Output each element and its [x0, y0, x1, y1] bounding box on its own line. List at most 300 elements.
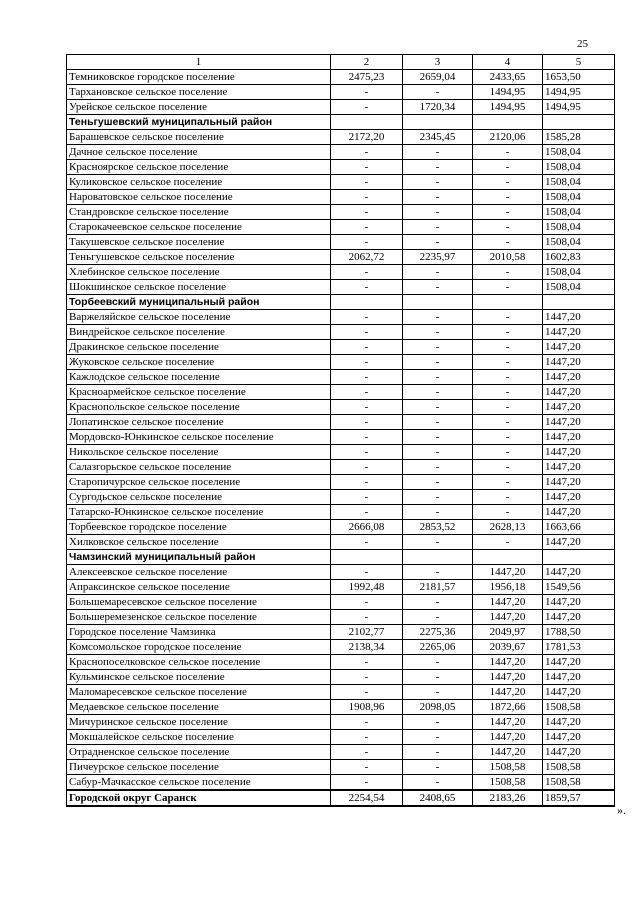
table-row: [67, 670, 615, 685]
value-cell: -: [331, 730, 403, 745]
value-cell: -: [403, 715, 473, 730]
value-cell: 2120,06: [473, 130, 543, 145]
total-name: Городской округ Саранск: [67, 790, 331, 806]
table-row: [67, 430, 615, 445]
value-cell: 1447,20: [543, 460, 615, 475]
total-row: [67, 790, 615, 806]
table-row: [67, 625, 615, 640]
settlement-name: Лопатинское сельское поселение: [67, 415, 331, 430]
value-cell: -: [331, 415, 403, 430]
value-cell: -: [473, 355, 543, 370]
value-cell: -: [473, 280, 543, 295]
value-cell: -: [473, 220, 543, 235]
value-cell: -: [403, 670, 473, 685]
settlement-name: Медаевское сельское поселение: [67, 700, 331, 715]
settlement-name: Маломаресевское сельское поселение: [67, 685, 331, 700]
settlement-name: Хилковское сельское поселение: [67, 535, 331, 550]
value-cell: -: [331, 565, 403, 580]
column-header: 5: [543, 55, 615, 70]
value-cell: 1508,04: [543, 220, 615, 235]
value-cell: -: [403, 490, 473, 505]
value-cell: 1447,20: [543, 385, 615, 400]
value-cell: -: [331, 445, 403, 460]
value-cell: -: [331, 610, 403, 625]
value-cell: -: [331, 265, 403, 280]
table-row: [67, 235, 615, 250]
value-cell: -: [473, 325, 543, 340]
value-cell: 1508,04: [543, 175, 615, 190]
value-cell: 1494,95: [473, 100, 543, 115]
table-row: [67, 400, 615, 415]
value-cell: -: [331, 385, 403, 400]
value-cell: 1508,04: [543, 280, 615, 295]
value-cell: 1508,04: [543, 235, 615, 250]
value-cell: 1447,20: [543, 565, 615, 580]
value-cell: 1494,95: [473, 85, 543, 100]
table-row: [67, 280, 615, 295]
settlement-name: Краснопоселковское сельское поселение: [67, 655, 331, 670]
table-row: [67, 775, 615, 791]
value-cell: -: [403, 265, 473, 280]
value-cell: 2098,05: [403, 700, 473, 715]
value-cell: 1447,20: [473, 595, 543, 610]
value-cell: 1447,20: [543, 475, 615, 490]
value-cell: -: [403, 775, 473, 791]
value-cell: -: [331, 490, 403, 505]
value-cell: -: [331, 355, 403, 370]
value-cell: 1585,28: [543, 130, 615, 145]
value-cell: -: [473, 385, 543, 400]
value-cell: 1788,50: [543, 625, 615, 640]
settlement-name: Теньгушевское сельское поселение: [67, 250, 331, 265]
value-cell: -: [403, 430, 473, 445]
table-row: [67, 325, 615, 340]
settlement-name: Большемаресевское сельское поселение: [67, 595, 331, 610]
value-cell: 2475,23: [331, 70, 403, 85]
value-cell: -: [403, 310, 473, 325]
value-cell: -: [403, 175, 473, 190]
value-cell: 1447,20: [543, 745, 615, 760]
value-cell: 1720,34: [403, 100, 473, 115]
value-cell: -: [473, 370, 543, 385]
empty-cell: [403, 115, 473, 130]
value-cell: 1508,58: [543, 775, 615, 791]
table-row: [67, 265, 615, 280]
value-cell: 1549,56: [543, 580, 615, 595]
value-cell: 2265,06: [403, 640, 473, 655]
value-cell: -: [403, 145, 473, 160]
value-cell: -: [403, 565, 473, 580]
value-cell: 2138,34: [331, 640, 403, 655]
table-row: [67, 595, 615, 610]
settlement-name: Городское поселение Чамзинка: [67, 625, 331, 640]
value-cell: -: [473, 190, 543, 205]
value-cell: 1447,20: [473, 655, 543, 670]
settlement-name: Никольское сельское поселение: [67, 445, 331, 460]
settlement-name: Мичуринское сельское поселение: [67, 715, 331, 730]
value-cell: -: [403, 400, 473, 415]
value-cell: -: [403, 595, 473, 610]
value-cell: -: [473, 340, 543, 355]
table-row: [67, 85, 615, 100]
settlement-name: Стандровское сельское поселение: [67, 205, 331, 220]
settlement-name: Варжеляйское сельское поселение: [67, 310, 331, 325]
table-row: [67, 580, 615, 595]
table-row: [67, 160, 615, 175]
value-cell: -: [473, 505, 543, 520]
value-cell: -: [473, 235, 543, 250]
column-header: 1: [67, 55, 331, 70]
value-cell: 2275,36: [403, 625, 473, 640]
value-cell: 1872,66: [473, 700, 543, 715]
empty-cell: [403, 550, 473, 565]
table-row: [67, 700, 615, 715]
value-cell: 1956,18: [473, 580, 543, 595]
value-cell: -: [403, 445, 473, 460]
value-cell: -: [331, 145, 403, 160]
settlement-name: Темниковское городское поселение: [67, 70, 331, 85]
value-cell: 1447,20: [543, 730, 615, 745]
district-name: Чамзинский муниципальный район: [67, 550, 331, 565]
table-row: [67, 745, 615, 760]
empty-cell: [543, 295, 615, 310]
value-cell: -: [331, 655, 403, 670]
settlement-name: Мордовско-Юнкинское сельское поселение: [67, 430, 331, 445]
value-cell: 2181,57: [403, 580, 473, 595]
value-cell: -: [403, 415, 473, 430]
empty-cell: [543, 550, 615, 565]
table-row: [67, 70, 615, 85]
value-cell: -: [331, 160, 403, 175]
page-number: 25: [577, 38, 588, 50]
value-cell: 1508,58: [473, 775, 543, 791]
settlement-name: Дракинское сельское поселение: [67, 340, 331, 355]
table-row: [67, 715, 615, 730]
value-cell: 1447,20: [473, 685, 543, 700]
value-cell: 1447,20: [543, 595, 615, 610]
settlement-name: Кажлодское сельское поселение: [67, 370, 331, 385]
settlement-name: Такушевское сельское поселение: [67, 235, 331, 250]
value-cell: 1992,48: [331, 580, 403, 595]
value-cell: -: [331, 775, 403, 791]
value-cell: -: [403, 280, 473, 295]
settlement-name: Кульминское сельское поселение: [67, 670, 331, 685]
value-cell: 1447,20: [473, 670, 543, 685]
value-cell: 2235,97: [403, 250, 473, 265]
value-cell: 2183,26: [473, 790, 543, 806]
value-cell: -: [331, 370, 403, 385]
value-cell: -: [403, 685, 473, 700]
settlement-name: Апраксинское сельское поселение: [67, 580, 331, 595]
column-header: 4: [473, 55, 543, 70]
value-cell: 1602,83: [543, 250, 615, 265]
value-cell: -: [331, 325, 403, 340]
table-row: [67, 415, 615, 430]
value-cell: -: [331, 670, 403, 685]
value-cell: 1447,20: [473, 610, 543, 625]
table-row: [67, 505, 615, 520]
value-cell: -: [403, 370, 473, 385]
value-cell: -: [473, 415, 543, 430]
table-row: [67, 100, 615, 115]
settlement-name: Жуковское сельское поселение: [67, 355, 331, 370]
table-row: [67, 250, 615, 265]
table-row: [67, 760, 615, 775]
table-row: [67, 685, 615, 700]
empty-cell: [331, 550, 403, 565]
value-cell: 1447,20: [543, 715, 615, 730]
value-cell: -: [331, 685, 403, 700]
value-cell: 1508,58: [473, 760, 543, 775]
value-cell: -: [403, 160, 473, 175]
settlement-name: Шокшинское сельское поселение: [67, 280, 331, 295]
empty-cell: [403, 295, 473, 310]
empty-cell: [543, 115, 615, 130]
value-cell: -: [331, 85, 403, 100]
table-row: [67, 490, 615, 505]
table-row: [67, 145, 615, 160]
value-cell: -: [473, 535, 543, 550]
value-cell: 2853,52: [403, 520, 473, 535]
settlement-name: Сургодьское сельское поселение: [67, 490, 331, 505]
value-cell: -: [403, 610, 473, 625]
settlement-name: Старопичурское сельское поселение: [67, 475, 331, 490]
table-row: [67, 535, 615, 550]
value-cell: 2408,65: [403, 790, 473, 806]
settlement-name: Мокшалейское сельское поселение: [67, 730, 331, 745]
table-row: [67, 610, 615, 625]
value-cell: -: [473, 445, 543, 460]
table-row: [67, 475, 615, 490]
value-cell: -: [331, 310, 403, 325]
value-cell: -: [331, 715, 403, 730]
section-row: [67, 295, 615, 310]
value-cell: 1447,20: [473, 715, 543, 730]
value-cell: -: [331, 340, 403, 355]
value-cell: -: [331, 760, 403, 775]
value-cell: 1908,96: [331, 700, 403, 715]
value-cell: -: [331, 745, 403, 760]
settlement-name: Алексеевское сельское поселение: [67, 565, 331, 580]
settlement-name: Пичеурское сельское поселение: [67, 760, 331, 775]
value-cell: 1447,20: [543, 415, 615, 430]
empty-cell: [331, 295, 403, 310]
table-row: [67, 520, 615, 535]
value-cell: 1494,95: [543, 100, 615, 115]
settlement-name: Тархановское сельское поселение: [67, 85, 331, 100]
settlement-name: Куликовское сельское поселение: [67, 175, 331, 190]
value-cell: 2628,13: [473, 520, 543, 535]
value-cell: 2010,58: [473, 250, 543, 265]
tariff-table: [66, 54, 615, 807]
table-row: [67, 175, 615, 190]
value-cell: 1447,20: [543, 310, 615, 325]
settlement-name: Старокачеевское сельское поселение: [67, 220, 331, 235]
table-body: [67, 70, 615, 807]
value-cell: 1508,04: [543, 190, 615, 205]
value-cell: -: [473, 460, 543, 475]
empty-cell: [473, 550, 543, 565]
value-cell: 1859,57: [543, 790, 615, 806]
value-cell: -: [403, 355, 473, 370]
value-cell: 2102,77: [331, 625, 403, 640]
table-row: [67, 640, 615, 655]
value-cell: -: [403, 535, 473, 550]
value-cell: -: [473, 145, 543, 160]
value-cell: -: [331, 220, 403, 235]
section-row: [67, 550, 615, 565]
column-header: 2: [331, 55, 403, 70]
value-cell: 2049,97: [473, 625, 543, 640]
section-row: [67, 115, 615, 130]
settlement-name: Торбеевское городское поселение: [67, 520, 331, 535]
value-cell: 1508,04: [543, 205, 615, 220]
value-cell: 1781,53: [543, 640, 615, 655]
value-cell: -: [331, 505, 403, 520]
value-cell: -: [473, 265, 543, 280]
value-cell: -: [473, 400, 543, 415]
table-row: [67, 655, 615, 670]
table-row: [67, 190, 615, 205]
table-row: [67, 460, 615, 475]
value-cell: 1447,20: [543, 670, 615, 685]
table-header-row: [67, 55, 615, 70]
value-cell: 2172,20: [331, 130, 403, 145]
value-cell: 1447,20: [543, 355, 615, 370]
value-cell: 1508,04: [543, 160, 615, 175]
value-cell: -: [331, 175, 403, 190]
value-cell: 1447,20: [543, 325, 615, 340]
table-row: [67, 565, 615, 580]
value-cell: 2666,08: [331, 520, 403, 535]
value-cell: -: [403, 340, 473, 355]
value-cell: -: [403, 760, 473, 775]
value-cell: 1447,20: [473, 745, 543, 760]
value-cell: -: [403, 325, 473, 340]
settlement-name: Виндрейское сельское поселение: [67, 325, 331, 340]
value-cell: -: [331, 430, 403, 445]
value-cell: -: [331, 475, 403, 490]
value-cell: 1447,20: [543, 400, 615, 415]
settlement-name: Комсомольское городское поселение: [67, 640, 331, 655]
value-cell: 1508,58: [543, 700, 615, 715]
value-cell: -: [473, 205, 543, 220]
value-cell: 1447,20: [543, 370, 615, 385]
value-cell: 1494,95: [543, 85, 615, 100]
value-cell: 1663,66: [543, 520, 615, 535]
value-cell: -: [403, 235, 473, 250]
table-row: [67, 445, 615, 460]
value-cell: 2659,04: [403, 70, 473, 85]
settlement-name: Красноармейское сельское поселение: [67, 385, 331, 400]
empty-cell: [331, 115, 403, 130]
column-header: 3: [403, 55, 473, 70]
settlement-name: Большеремезенское сельское поселение: [67, 610, 331, 625]
value-cell: -: [403, 220, 473, 235]
value-cell: -: [331, 190, 403, 205]
settlement-name: Нароватовское сельское поселение: [67, 190, 331, 205]
district-name: Теньгушевский муниципальный район: [67, 115, 331, 130]
value-cell: -: [403, 385, 473, 400]
empty-cell: [473, 295, 543, 310]
settlement-name: Урейское сельское поселение: [67, 100, 331, 115]
settlement-name: Сабур-Мачкасское сельское поселение: [67, 775, 331, 791]
value-cell: -: [331, 100, 403, 115]
value-cell: -: [403, 460, 473, 475]
settlement-name: Салазгорьское сельское поселение: [67, 460, 331, 475]
value-cell: 1447,20: [543, 685, 615, 700]
table-row: [67, 370, 615, 385]
value-cell: 2254,54: [331, 790, 403, 806]
settlement-name: Татарско-Юнкинское сельское поселение: [67, 505, 331, 520]
value-cell: -: [331, 400, 403, 415]
value-cell: 1447,20: [543, 610, 615, 625]
value-cell: -: [331, 595, 403, 610]
settlement-name: Хлебинское сельское поселение: [67, 265, 331, 280]
value-cell: -: [473, 310, 543, 325]
table-row: [67, 220, 615, 235]
value-cell: 1447,20: [473, 730, 543, 745]
value-cell: -: [331, 280, 403, 295]
value-cell: 1447,20: [543, 490, 615, 505]
value-cell: -: [473, 160, 543, 175]
value-cell: -: [473, 175, 543, 190]
value-cell: 1447,20: [543, 445, 615, 460]
district-name: Торбеевский муниципальный район: [67, 295, 331, 310]
value-cell: 2062,72: [331, 250, 403, 265]
value-cell: -: [473, 475, 543, 490]
value-cell: -: [403, 205, 473, 220]
settlement-name: Красноярское сельское поселение: [67, 160, 331, 175]
table-row: [67, 355, 615, 370]
value-cell: -: [403, 85, 473, 100]
value-cell: 1653,50: [543, 70, 615, 85]
value-cell: 1447,20: [543, 340, 615, 355]
value-cell: -: [403, 190, 473, 205]
value-cell: -: [331, 460, 403, 475]
value-cell: -: [331, 235, 403, 250]
table-row: [67, 130, 615, 145]
empty-cell: [473, 115, 543, 130]
value-cell: -: [403, 475, 473, 490]
value-cell: 2345,45: [403, 130, 473, 145]
closing-quote-mark: ».: [617, 803, 626, 817]
value-cell: 2433,65: [473, 70, 543, 85]
value-cell: 1447,20: [543, 535, 615, 550]
value-cell: 1447,20: [543, 655, 615, 670]
value-cell: -: [403, 730, 473, 745]
value-cell: -: [403, 655, 473, 670]
table-row: [67, 385, 615, 400]
value-cell: 1508,58: [543, 760, 615, 775]
value-cell: 1508,04: [543, 265, 615, 280]
table-row: [67, 730, 615, 745]
value-cell: 1447,20: [543, 505, 615, 520]
value-cell: -: [331, 535, 403, 550]
value-cell: -: [403, 505, 473, 520]
value-cell: -: [331, 205, 403, 220]
value-cell: -: [473, 490, 543, 505]
value-cell: 1447,20: [473, 565, 543, 580]
table-row: [67, 310, 615, 325]
value-cell: 1447,20: [543, 430, 615, 445]
table-row: [67, 340, 615, 355]
settlement-name: Отрадненское сельское поселение: [67, 745, 331, 760]
settlement-name: Краснопольское сельское поселение: [67, 400, 331, 415]
value-cell: -: [403, 745, 473, 760]
value-cell: -: [473, 430, 543, 445]
settlement-name: Барашевское сельское поселение: [67, 130, 331, 145]
